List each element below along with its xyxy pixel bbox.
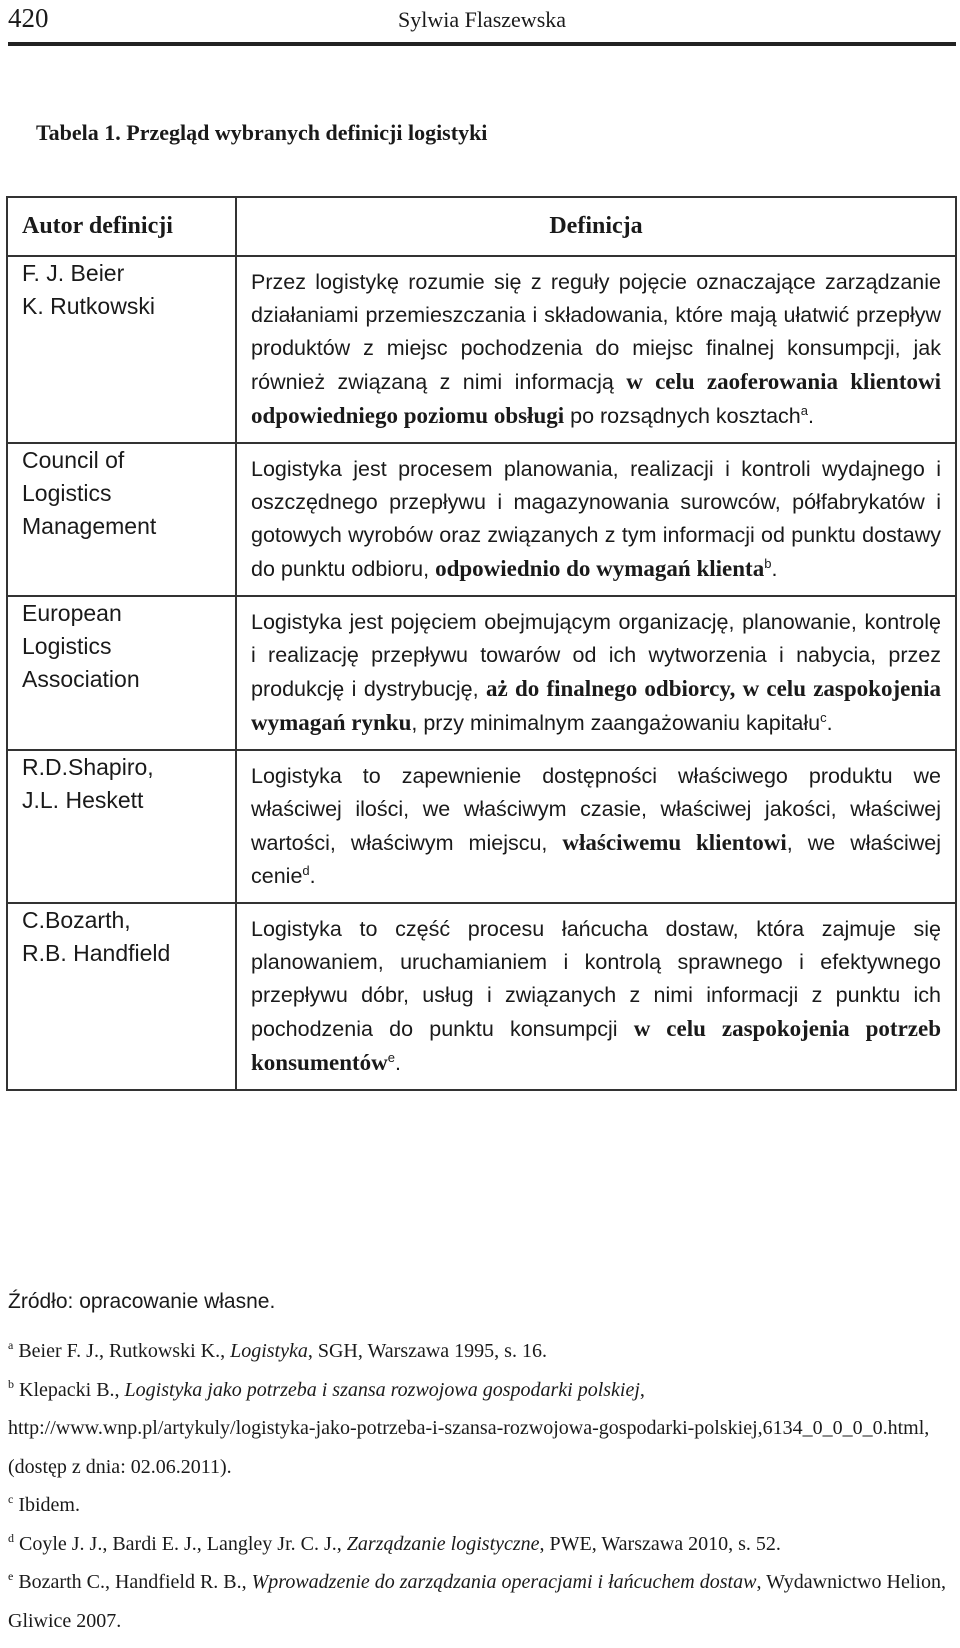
text-fragment: Coyle J. J., Bardi E. J., Langley Jr. C. J.,: [19, 1532, 347, 1555]
definition-cell: [236, 596, 956, 750]
text-fragment: , http://www.wnp.pl/artykuly/logistyka-jako-potrzeba-i-szansa-rozwojowa-gospodarki-polskiej,6134_0_0_0_0.html, (dostęp z dnia: 02.06.2011).: [8, 1378, 930, 1478]
author-cell: [7, 443, 236, 596]
text-fragment: .: [309, 864, 316, 888]
text-fragment: Logistyka jest procesem planowania, realizacji i kontroli wydajnego i oszczędnego przepływu i magazynowania surowców, półfabrykatów i gotowych wyrobów oraz związanych z tym informacji od punktu dostawy do punktu odbioru,: [251, 457, 941, 581]
author-cell: [7, 903, 236, 1090]
author-name-line: Council of: [22, 447, 125, 473]
footnote-mark: c: [8, 1492, 14, 1507]
table-row: [7, 903, 956, 1090]
footnote-ref: e: [387, 1049, 395, 1065]
author-name-line: K. Rutkowski: [22, 293, 155, 319]
definition-cell: [236, 443, 956, 596]
table-row: [7, 750, 956, 903]
footnote-ref: a: [800, 402, 809, 418]
author-name-line: R.B. Handfield: [22, 940, 171, 966]
author-name-line: Logistics: [22, 480, 112, 506]
table-header-row: [7, 197, 956, 256]
text-fragment: po rozsądnych kosztach: [564, 404, 801, 428]
author-name-line: Association: [22, 666, 140, 692]
emphasis-text: właściwemu klientowi: [562, 830, 787, 855]
author-name-line: F. J. Beier: [22, 260, 125, 286]
author-cell: [7, 596, 236, 750]
footnote: [8, 1486, 956, 1525]
footnotes: [8, 1332, 956, 1640]
text-fragment: Przez logistykę rozumie się z reguły pojęcie oznaczające zarządzanie działaniami przemieszczania i składowania, które mają ułatwić przepływ produktów z miejsc pochodzenia do miejsc finalnej konsumpcji, jak również związaną z nimi informacją: [251, 270, 941, 394]
author-name-line: J.L. Heskett: [22, 787, 144, 813]
footnote-mark: b: [8, 1376, 14, 1391]
italic-title: Zarządzanie logistyczne: [346, 1532, 540, 1555]
italic-title: Wprowadzenie do zarządzania operacjami i łańcuchem dostaw: [251, 1571, 757, 1593]
definition-cell: [236, 903, 956, 1090]
table-row: [7, 596, 956, 750]
definitions-table: [6, 196, 957, 1091]
footnote-mark: e: [8, 1569, 14, 1584]
text-fragment: .: [808, 404, 814, 428]
author-name-line: Management: [22, 513, 157, 539]
emphasis-text: w celu zaoferowania klientowi odpowiedniego poziomu obsługi: [251, 369, 941, 428]
author-cell: [7, 750, 236, 903]
text-fragment: .: [395, 1051, 401, 1075]
footnote-mark: a: [8, 1338, 14, 1353]
page-number: 420: [8, 3, 49, 33]
table-row: [7, 256, 956, 443]
text-fragment: , we właściwej cenie: [251, 831, 941, 888]
emphasis-text: aż do finalnego odbiorcy, w celu zaspokojenia wymagań rynku: [251, 676, 941, 735]
footnote-ref: c: [820, 709, 827, 725]
text-fragment: Ibidem.: [18, 1494, 80, 1516]
page-header: [8, 0, 956, 46]
text-fragment: Bozarth C., Handfield R. B.,: [18, 1571, 252, 1593]
column-header-definition: Definicja: [236, 197, 956, 256]
definition-cell: [236, 750, 956, 903]
footnote-mark: d: [8, 1530, 14, 1545]
italic-title: Logistyka jako potrzeba i szansa rozwojowa gospodarki polskiej: [124, 1378, 640, 1401]
footnote-ref: d: [302, 862, 310, 878]
italic-title: Logistyka: [230, 1340, 308, 1362]
source-note: Źródło: opracowanie własne.: [8, 1290, 276, 1313]
text-fragment: Logistyka to zapewnienie dostępności właściwego produktu we właściwej ilości, we właściwym czasie, właściwej jakości, właściwej wartości, właściwym miejscu,: [251, 764, 941, 855]
author-cell: [7, 256, 236, 443]
column-header-author: Autor definicji: [7, 197, 236, 256]
table-body: [7, 256, 956, 1090]
author-name-line: Logistics: [22, 633, 112, 659]
text-fragment: .: [771, 557, 778, 581]
text-fragment: , SGH, Warszawa 1995, s. 16.: [307, 1340, 547, 1362]
text-fragment: Logistyka jest pojęciem obejmującym organizację, planowanie, kontrolę i realizację przepływu towarów od ich wytworzenia i nabycia, przez produkcję i dystrybucję,: [251, 610, 941, 701]
text-fragment: , przy minimalnym zaangażowaniu kapitału: [411, 711, 821, 735]
footnote: [8, 1525, 956, 1564]
table-row: [7, 443, 956, 596]
running-head: Sylwia Flaszewska: [397, 7, 567, 32]
author-name-line: R.D.Shapiro,: [22, 754, 154, 780]
text-fragment: Logistyka to część procesu łańcucha dostaw, która zajmuje się planowaniem, uruchamianiem i kontrolą sprawnego i efektywnego przepływu dóbr, usług i związanych z nimi informacji z punktu ich pochodzenia do punktu konsumpcji: [251, 917, 941, 1041]
emphasis-text: odpowiednio do wymagań klienta: [435, 556, 765, 581]
text-fragment: , Wydawnictwo Helion, Gliwice 2007.: [8, 1571, 946, 1632]
footnote: [8, 1563, 956, 1640]
text-fragment: Klepacki B.,: [19, 1378, 125, 1401]
text-fragment: .: [826, 711, 833, 735]
author-name-line: European: [22, 600, 122, 626]
table-caption: Tabela 1. Przegląd wybranych definicji logistyki: [36, 120, 488, 145]
definition-cell: [236, 256, 956, 443]
footnote: [8, 1371, 956, 1487]
text-fragment: Beier F. J., Rutkowski K.,: [18, 1340, 231, 1362]
footnote: [8, 1332, 956, 1371]
text-fragment: , PWE, Warszawa 2010, s. 52.: [539, 1532, 781, 1555]
emphasis-text: w celu zaspokojenia potrzeb konsumentów: [251, 1016, 941, 1075]
author-name-line: C.Bozarth,: [22, 907, 131, 933]
footnote-ref: b: [764, 555, 772, 571]
